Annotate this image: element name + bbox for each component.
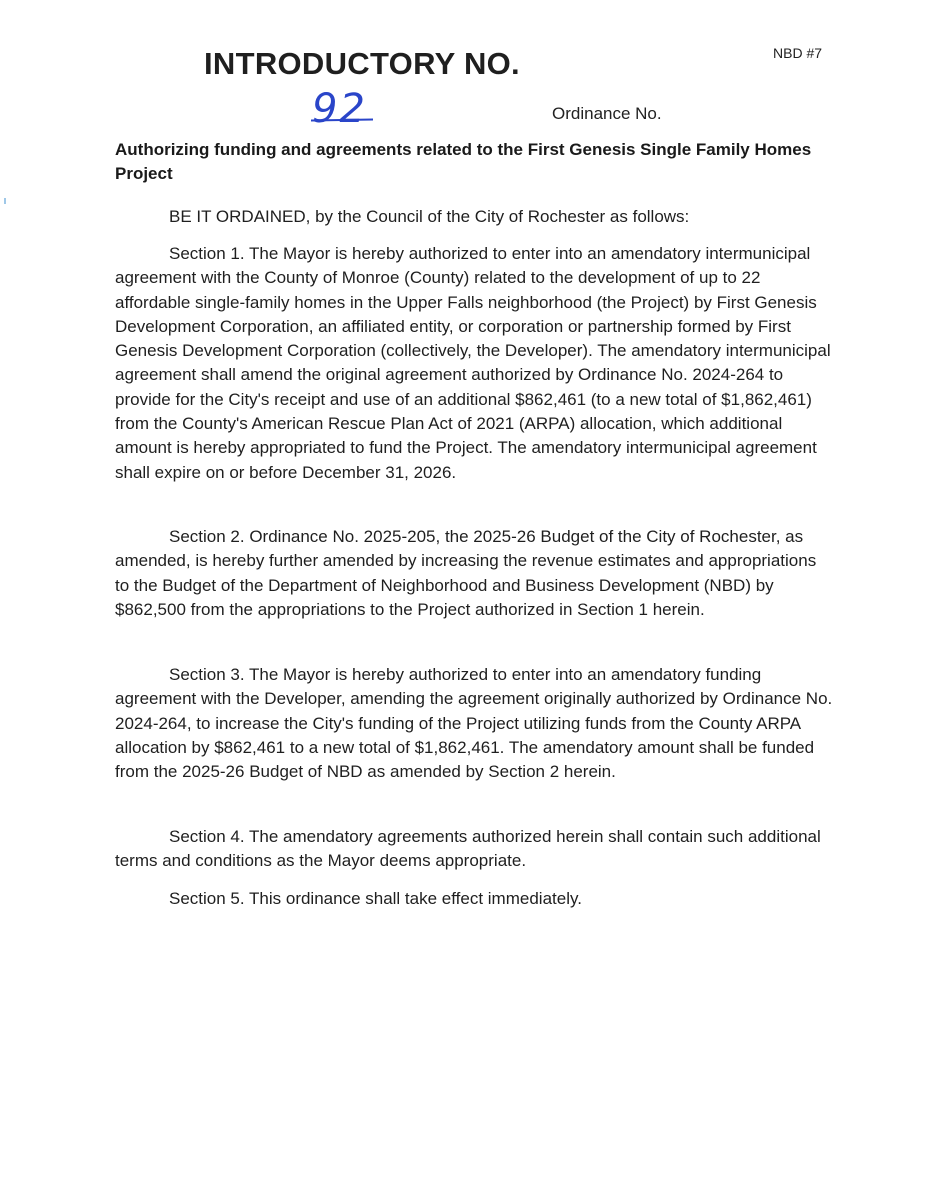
ordinance-number-label: Ordinance No.: [552, 104, 662, 123]
ordinance-title: Authorizing funding and agreements related to the First Genesis Single Family Homes Project: [115, 140, 812, 183]
scan-mark: [4, 198, 6, 204]
section-2: Section 2. Ordinance No. 2025-205, the 2025-26 Budget of the City of Rochester, as amended, is hereby further amended by increasing the revenue estimates and appropriations to the Budget of the Department of Neighborhood and Business Development (NBD) by $862,500 from the appropriations to the Project authorized in Section 1 herein.: [115, 527, 817, 619]
section-3: Section 3. The Mayor is hereby authorized to enter into an amendatory funding agreement with the Developer, amending the agreement originally authorized by Ordinance No. 2024-264, to increase the City's funding of the Project utilizing funds from the County ARPA allocation by $862,461 to a new total of $1,862,461. The amendatory amount shall be funded from the 2025-26 Budget of NBD as amended by Section 2 herein.: [115, 665, 833, 782]
handwritten-introductory-number: 92: [312, 86, 367, 132]
introductory-label: INTRODUCTORY NO.: [204, 46, 520, 81]
section-4: Section 4. The amendatory agreements authorized herein shall contain such additional terms and conditions as the Mayor deems appropriate.: [115, 827, 821, 871]
section-5: Section 5. This ordinance shall take effect immediately.: [169, 889, 582, 908]
enacting-clause: BE IT ORDAINED, by the Council of the City of Rochester as follows:: [169, 207, 690, 226]
agenda-tag: NBD #7: [773, 45, 823, 61]
section-1: Section 1. The Mayor is hereby authorized to enter into an amendatory intermunicipal agreement with the County of Monroe (County) related to the development of up to 22 affordable single-family homes in the Upper Falls neighborhood (the Project) by First Genesis Development Corporation, an affiliated entity, or corporation or partnership formed by First Genesis Development Corporation (collectively, the Developer). The amendatory intermunicipal agreement shall amend the original agreement authorized by Ordinance No. 2024-264 to provide for the City's receipt and use of an additional $862,461 (to a new total of $1,862,461) from the County's American Rescue Plan Act of 2021 (ARPA) allocation, which additional amount is hereby appropriated to fund the Project. The amendatory intermunicipal agreement shall expire on or before December 31, 2026.: [115, 244, 831, 482]
